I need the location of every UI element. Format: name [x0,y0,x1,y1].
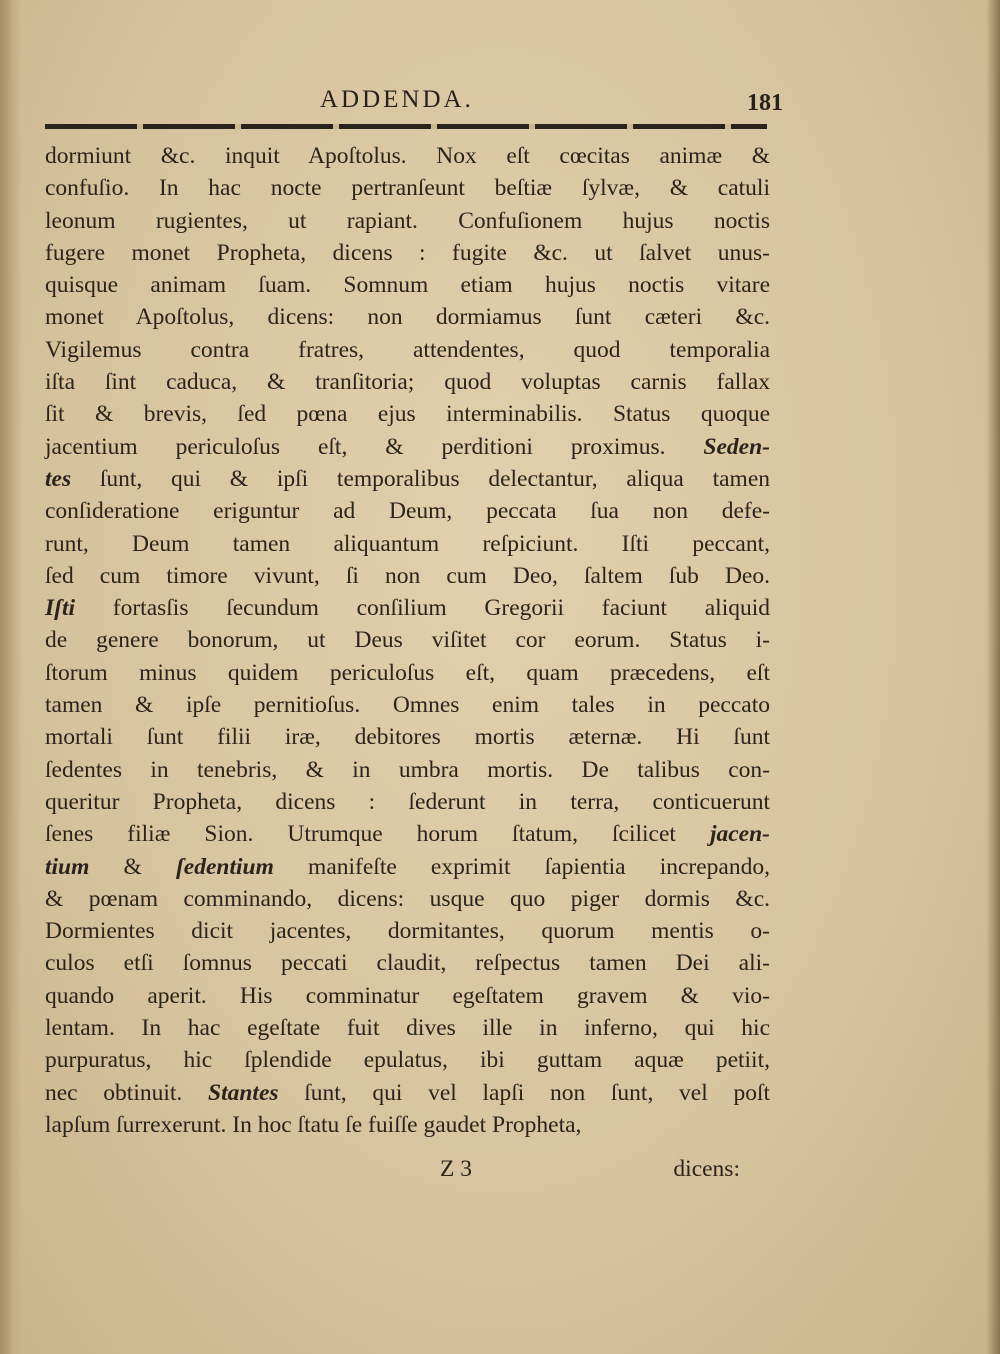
italic-word: jacen- [709,821,770,848]
page-number: 181 [747,90,783,116]
italic-word: Iſti [45,595,76,622]
text-span: ſunt, qui vel lapſi non ſunt, vel poſt [278,1079,770,1106]
text-line [45,495,770,527]
text-line [45,269,770,301]
body-text [45,140,770,1141]
text-span: mortali ſunt filii iræ, debitores mortis æternæ. Hi ſunt [45,724,770,751]
italic-word: Stantes [208,1079,279,1106]
text-span: dormiunt &c. inquit Apoſtolus. Nox eſt cœcitas animæ & [45,143,770,169]
italic-word: Seden- [703,433,770,460]
text-span: purpuratus, hic ſplendide epulatus, ibi guttam aquæ petiit, [45,1047,770,1074]
catchword: dicens: [673,1156,740,1182]
text-span: ſenes filiæ Sion. Utrumque horum ſtatum, ſcilicet [45,821,710,848]
signature-mark: Z 3 [440,1156,472,1182]
text-line [45,689,770,721]
text-line [45,1109,770,1141]
text-span: & pœnam comminando, dicens: usque quo piger dormis &c. [45,885,770,912]
text-line [45,754,770,786]
text-line [45,560,770,592]
text-line [45,1012,770,1044]
text-span: Vigilemus contra fratres, attendentes, quod temporalia [45,336,770,363]
text-line [45,431,770,463]
italic-word: tium [45,853,90,880]
text-span: Dormientes dicit jacentes, dormitantes, quorum mentis o- [45,918,770,945]
page-edge-shadow [986,0,1000,1354]
text-line [45,237,770,269]
text-line [45,1044,770,1076]
text-span: de genere bonorum, ut Deus viſitet cor eorum. Status i- [45,627,770,654]
text-span: ſunt, qui & ipſi temporalibus delectantur, aliqua tamen [71,465,770,492]
text-line [45,463,770,495]
text-span: jacentium periculoſus eſt, & perditioni proximus. [45,433,704,460]
text-line [45,657,770,689]
text-span: fugere monet Propheta, dicens : fugite &c. ut ſalvet unus- [45,239,770,266]
text-span: quando aperit. His comminatur egeſtatem gravem & vio- [45,982,770,1009]
text-span: ſtorum minus quidem periculoſus eſt, quam præcedens, eſt [45,659,770,686]
text-span: ſedentes in tenebris, & in umbra mortis. De talibus con- [45,756,770,783]
header-rule [45,124,767,129]
running-head-title: ADDENDA. [320,86,474,113]
text-line [45,366,770,398]
text-span: lapſum ſurrexerunt. In hoc ſtatu ſe fuiſſe gaudet Propheta, [45,1111,582,1138]
text-line [45,915,770,947]
text-line [45,140,770,172]
text-span: conſideratione eriguntur ad Deum, peccata ſua non defe- [45,498,770,525]
text-span: quisque animam ſuam. Somnum etiam hujus noctis vitare [45,272,770,299]
text-span: ſit & brevis, ſed pœna ejus interminabilis. Status quoque [45,401,770,428]
text-line [45,883,770,915]
text-span: lentam. In hac egeſtate fuit dives ille in inferno, qui hic [45,1015,770,1042]
text-line [45,528,770,560]
text-line [45,851,770,883]
text-span: & [89,853,176,880]
text-line [45,818,770,850]
text-line [45,592,770,624]
text-span: leonum rugientes, ut rapiant. Confuſionem hujus noctis [45,207,770,234]
text-span: confuſio. In hac nocte pertranſeunt beſtiæ ſylvæ, & catuli [45,175,770,202]
text-line [45,624,770,656]
italic-word: tes [45,465,72,492]
text-span: monet Apoſtolus, dicens: non dormiamus ſunt cæteri &c. [45,304,770,331]
text-span: tamen & ipſe pernitioſus. Omnes enim tales in peccato [45,692,770,719]
text-line [45,205,770,237]
text-line [45,786,770,818]
page-footer [45,1156,770,1186]
text-line [45,721,770,753]
italic-word: ſedentium [175,853,274,880]
page-gutter-shadow [0,0,22,1354]
text-span: iſta ſint caduca, & tranſitoria; quod voluptas carnis fallax [45,369,770,396]
text-line [45,172,770,204]
text-span: queritur Propheta, dicens : ſederunt in terra, conticuerunt [45,788,770,815]
text-line [45,1077,770,1109]
text-line [45,947,770,979]
text-span: runt, Deum tamen aliquantum reſpiciunt. Iſti peccant, [45,530,770,557]
text-span: ſed cum timore vivunt, ſi non cum Deo, ſaltem ſub Deo. [45,562,770,589]
text-span: nec obtinuit. [45,1079,208,1106]
text-line [45,334,770,366]
text-line [45,398,770,430]
text-span: fortasſis ſecundum conſilium Gregorii faciunt aliquid [75,595,770,622]
text-line [45,980,770,1012]
running-head [45,80,783,116]
text-line [45,301,770,333]
text-span: culos etſi ſomnus peccati claudit, reſpectus tamen Dei ali- [45,950,770,977]
text-span: manifeſte exprimit ſapientia increpando, [273,853,770,880]
